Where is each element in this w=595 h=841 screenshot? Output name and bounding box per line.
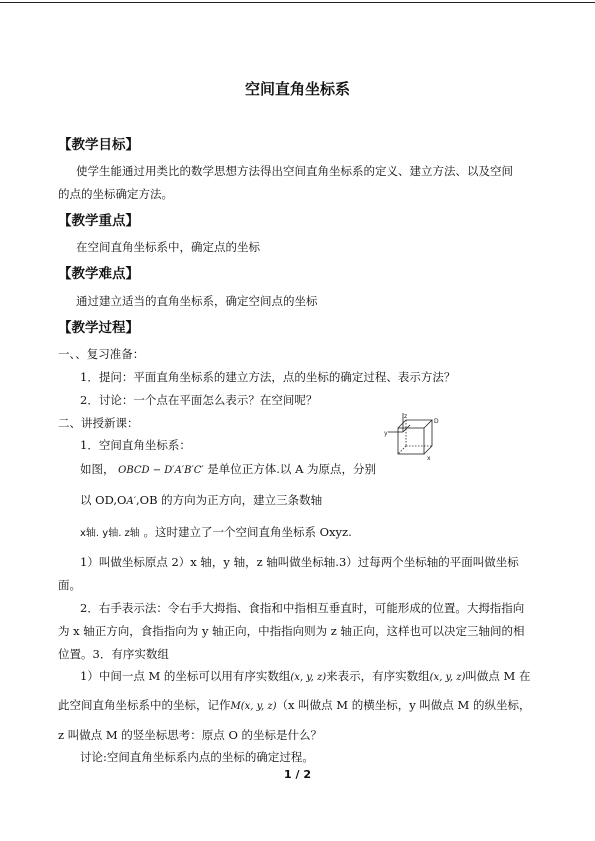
- top-rule: [0, 2, 595, 3]
- cube-side-face: [424, 420, 432, 454]
- definition-line-1: 1）叫做坐标原点 2）x 轴，y 轴，z 轴叫做坐标轴.3）过每两个坐标轴的平面叫做坐标: [80, 555, 519, 569]
- label-y: y: [384, 430, 388, 437]
- dir-pre: 以 OD,O: [80, 493, 127, 507]
- ot-post: 叫做点 M 在: [465, 669, 531, 683]
- heading-difficulty: 【教学难点】: [58, 266, 139, 282]
- ot-mid: 来表示，有序实数组: [326, 669, 430, 683]
- cube-formula: OBCD − D′A′B′C′: [118, 465, 204, 476]
- x-axis: [403, 425, 410, 432]
- difficulty-point: 通过建立适当的直角坐标系，确定空间点的坐标: [76, 294, 318, 308]
- right-hand-line-3: 位置。3．有序实数组: [58, 647, 169, 661]
- coordinate-notation-line: [58, 697, 530, 715]
- unit-cube-figure: [384, 412, 440, 464]
- label-z: z: [404, 413, 408, 420]
- key-point: 在空间直角坐标系中，确定点的坐标: [76, 240, 260, 254]
- right-hand-line-1: 2．右手表示法：令右手大拇指、食指和中指相互垂直时，可能形成的位置。大拇指指向: [80, 601, 525, 615]
- section-review: 一、、复习准备：: [58, 347, 145, 361]
- dir-post: ,OB 的方向为正方向，建立三条数轴: [135, 493, 323, 507]
- heading-process: 【教学过程】: [58, 320, 139, 336]
- ot-pre: 1）中间一点 M 的坐标可以用有序实数组: [80, 669, 291, 683]
- axes-line: [80, 524, 352, 542]
- right-hand-line-2: 为 x 轴正方向，食指指向为 y 轴正向，中指指向则为 z 轴正向，这样也可以决定三轴间的相: [58, 624, 525, 638]
- axis-direction-line: [80, 492, 322, 510]
- goal-line-2: 的点的坐标确定方法。: [58, 187, 173, 201]
- fig-post: 是单位正方体.以 A 为原点，分别: [207, 462, 377, 476]
- note-math: M(x, y, z): [230, 701, 277, 712]
- page-title: 空间直角坐标系: [244, 80, 350, 98]
- review-item-1: 1．提问：平面直角坐标系的建立方法，点的坐标的确定过程、表示方法？: [80, 370, 456, 384]
- heading-key: 【教学重点】: [58, 213, 139, 229]
- z-coordinate-line: z 叫做点 M 的竖坐标思考：原点 O 的坐标是什么？: [58, 728, 323, 742]
- goal-line-1: 使学生能通过用类比的数学思想方法得出空间直角坐标系的定义、建立方法、以及空间: [76, 164, 513, 178]
- figure-description: [80, 461, 376, 479]
- note-post: （x 叫做点 M 的横坐标，y 叫做点 M 的纵坐标，: [276, 698, 531, 712]
- ordered-triple-line: [80, 668, 531, 686]
- subsection-coord-system: 1．空间直角坐标系：: [80, 438, 191, 452]
- axes-label: x轴. y轴. z轴: [80, 528, 140, 539]
- cube-hidden-edge-3: [398, 446, 406, 454]
- ot-math-1: (x, y, z): [290, 672, 327, 683]
- definition-line-2: 面。: [58, 578, 81, 592]
- ot-math-2: (x, y, z): [429, 672, 466, 683]
- fig-pre: 如图，: [80, 462, 115, 476]
- label-d: D: [434, 418, 439, 425]
- axes-post: 。这时建立了一个空间直角坐标系 Oxyz.: [143, 525, 352, 539]
- page-number: 1 / 2: [284, 768, 311, 781]
- heading-goal: 【教学目标】: [58, 137, 139, 153]
- discussion-line: 讨论:空间直角坐标系内点的坐标的确定过程。: [80, 750, 314, 764]
- dir-math: A′: [126, 496, 136, 507]
- note-pre: 此空间直角坐标系中的坐标，记作: [58, 698, 231, 712]
- section-new: 二、讲授新课：: [58, 416, 139, 430]
- review-item-2: 2．讨论：一个点在平面怎么表示？在空间呢？: [80, 393, 318, 407]
- label-x: x: [427, 455, 431, 462]
